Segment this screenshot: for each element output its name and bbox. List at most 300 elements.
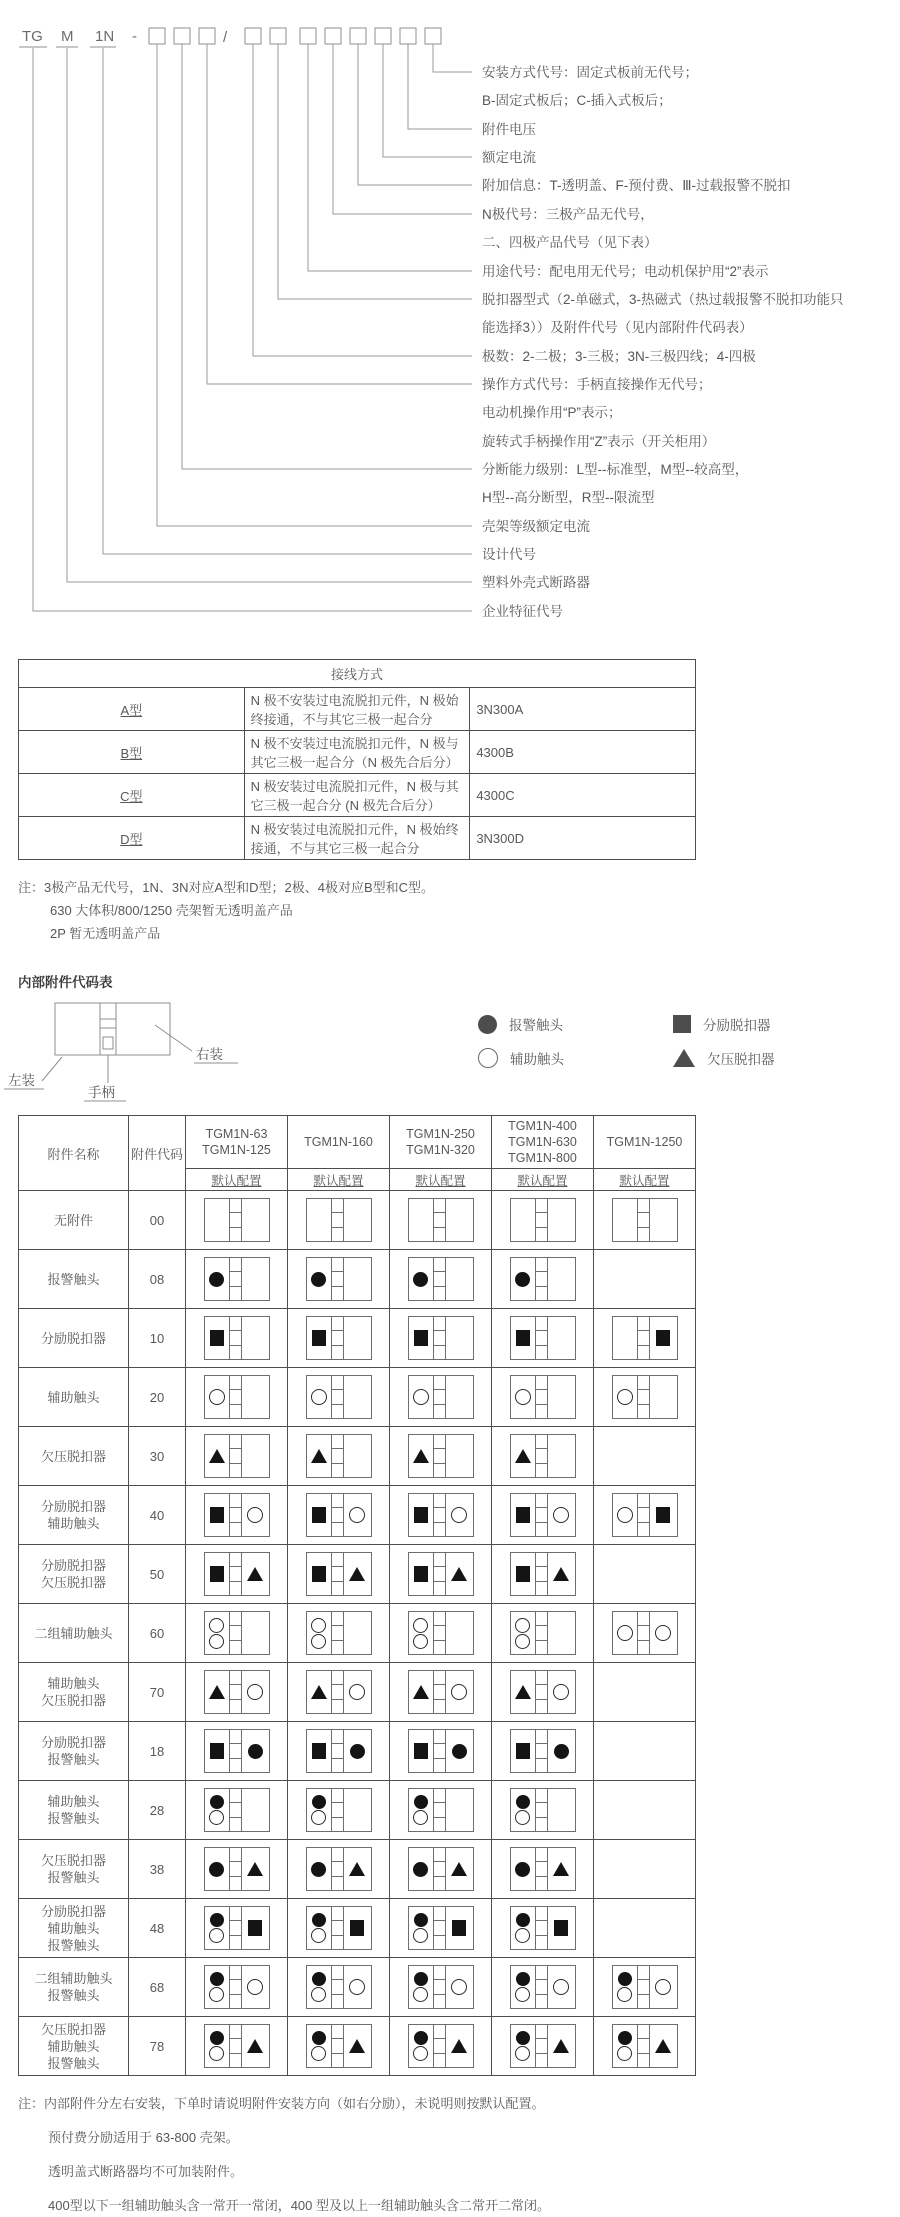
config-right-slot [548,1199,575,1241]
handle-cell [434,1848,445,1862]
shunt-release-symbol [312,1507,326,1523]
handle-cell [230,1376,241,1390]
handle-cell [230,1803,241,1817]
accessory-name-line: 报警触头 [47,2055,100,2071]
config-right-slot [242,1258,269,1300]
config-left-slot [409,1317,434,1359]
accessory-name-line: 报警触头 [47,1752,100,1767]
config-diagram [306,1434,372,1478]
config-cell [594,1545,696,1604]
alarm-contact-symbol [248,1744,263,1759]
shunt-release-symbol [210,1566,224,1582]
config-cell [390,1486,492,1545]
handle-cell [434,1818,445,1831]
handle-cell [230,1744,241,1758]
config-cell [390,1427,492,1486]
config-diagram [612,1316,678,1360]
accessory-section-heading: 内部附件代码表 [18,975,113,990]
handle-cell [230,1317,241,1331]
config-diagram [408,1198,474,1242]
config-left-slot [511,1612,536,1654]
connector-lines [33,44,472,611]
table-row [19,774,696,817]
config-cell [390,1958,492,2017]
default-config-label: 默认配置 [211,1173,262,1188]
header-row [19,1116,696,1169]
config-left-slot [205,1789,230,1831]
label-mccb: 塑料外壳式断路器 [482,575,590,590]
handle-cell [638,1966,649,1980]
accessory-table [18,1115,696,2076]
config-diagram [204,1316,270,1360]
model-code-diagram [0,0,900,640]
config-right-slot [344,1494,371,1536]
handle-cell [434,2025,445,2039]
model-name: TGM1N-400 [508,1119,577,1133]
handle-slot [434,1730,446,1772]
handle-slot [230,1848,242,1890]
handle-slot [434,2025,446,2067]
config-right-slot [344,2025,371,2067]
handle-slot [230,1907,242,1949]
config-cell [492,1722,594,1781]
alarm-contact-symbol [413,1862,428,1877]
aux-contact-symbol [349,1979,365,1995]
table-row [19,1722,696,1781]
aux-contact-symbol [209,1634,224,1649]
config-cell [594,1368,696,1427]
handle-cell [230,1390,241,1404]
accessory-name-line: 辅助触头 [47,1516,100,1531]
config-cell [594,1604,696,1663]
accessory-name-cell [19,1604,129,1663]
alarm-contact-symbol [618,2031,632,2045]
wiring-type: B型 [19,731,245,774]
aux-contact-symbol [655,1979,671,1995]
handle-cell [434,1508,445,1522]
config-cell [288,1840,390,1899]
handle-cell [332,1730,343,1744]
config-left-slot [409,1258,434,1300]
config-left-slot [613,1199,638,1241]
handle-cell [332,1980,343,1994]
config-right-slot [344,1553,371,1595]
undervoltage-release-symbol [413,1685,429,1699]
accessory-table-head [19,1116,696,1191]
handle-slot [332,1258,344,1300]
handle-cell [434,1980,445,1994]
config-right-slot [548,1730,575,1772]
config-diagram [306,1729,372,1773]
shunt-release-symbol [210,1507,224,1523]
handle-cell [332,1258,343,1272]
handle-cell [536,1346,547,1359]
config-left-slot [409,1376,434,1418]
config-cell [492,1368,594,1427]
handle-cell [638,1199,649,1213]
note-line: 2P 暂无透明盖产品 [50,926,161,941]
handle-cell [230,1685,241,1699]
handle-cell [230,1331,241,1345]
accessory-code-cell: 60 [129,1604,186,1663]
handle-cell [434,1272,445,1286]
alarm-contact-symbol [312,1913,326,1927]
handle-cell [434,1862,445,1876]
handle-cell [434,1700,445,1713]
config-right-slot [242,2025,269,2067]
config-cell [186,1427,288,1486]
shunt-release-symbol [656,1330,670,1346]
handle-slot [434,1907,446,1949]
handle-cell [230,1287,241,1300]
handle-cell [230,1921,241,1935]
config-cell [594,1250,696,1309]
handle-cell [230,1508,241,1522]
handle-cell [638,1376,649,1390]
config-cell [186,1722,288,1781]
aux-contact-symbol [515,1634,530,1649]
handle-cell [230,1258,241,1272]
handle-cell [230,1272,241,1286]
config-right-slot [242,1671,269,1713]
undervoltage-release-symbol [349,1862,365,1876]
alarm-contact-symbol [210,1795,224,1809]
config-right-slot [344,1199,371,1241]
alarm-contact-symbol [210,1913,224,1927]
handle-cell [638,1980,649,1994]
handle-slot [230,1612,242,1654]
handle-cell [434,1405,445,1418]
config-diagram [306,1375,372,1419]
config-cell [186,1781,288,1840]
handle-slot [536,1199,548,1241]
handle-slot [230,1730,242,1772]
config-right-slot [344,1730,371,1772]
config-cell [492,1958,594,2017]
config-cell [288,1309,390,1368]
config-diagram [204,1906,270,1950]
undervoltage-release-symbol [349,2039,365,2053]
handle-cell [434,2039,445,2053]
config-left-slot [409,1435,434,1477]
handle-cell [434,1464,445,1477]
config-right-slot [548,1494,575,1536]
config-right-slot [344,1258,371,1300]
config-left-slot [511,1553,536,1595]
config-cell [390,1545,492,1604]
handle-cell [536,1523,547,1536]
handle-slot [434,1435,446,1477]
handle-slot [638,1494,650,1536]
shunt-release-symbol [452,1920,466,1936]
handle-slot [230,2025,242,2067]
config-cell [594,1309,696,1368]
handle-cell [332,1907,343,1921]
config-left-slot [307,1317,332,1359]
handle-cell [638,1626,649,1640]
config-diagram [510,1434,576,1478]
handle-cell [536,1376,547,1390]
wiring-code: 3N300A [470,688,696,731]
config-diagram [204,1552,270,1596]
handle-cell [536,1877,547,1890]
handle-slot [332,1376,344,1418]
note-line: 630 大体积/800/1250 壳架暂无透明盖产品 [50,903,293,918]
config-left-slot [205,1494,230,1536]
legend-label: 辅助触头 [510,1052,564,1067]
undervoltage-release-symbol [655,2039,671,2053]
handle-slot [638,2025,650,2067]
note-line: 注：内部附件分左右安装，下单时请说明附件安装方向（如右分励），未说明则按默认配置。 [18,2096,545,2111]
handle-cell [536,1685,547,1699]
alarm-contact-symbol [312,1795,326,1809]
config-right-slot [446,1789,473,1831]
aux-contact-symbol [247,1507,263,1523]
accessory-name-line: 二组辅助触头 [34,1625,113,1641]
undervoltage-release-symbol [209,1449,225,1463]
handle-cell [230,2025,241,2039]
handle-cell [638,1508,649,1522]
handle-slot [230,1966,242,2008]
config-cell [492,2017,594,2076]
handle-cell [230,1405,241,1418]
config-right-slot [446,1966,473,2008]
config-left-slot [511,2025,536,2067]
config-diagram [408,1611,474,1655]
handle-cell [434,1612,445,1626]
aux-contact-symbol [515,1389,531,1405]
shunt-release-symbol [248,1920,262,1936]
handle-cell [230,1199,241,1213]
config-left-slot [613,2025,638,2067]
accessory-name-line: 欠压脱扣器 [40,2021,106,2037]
handle-cell [434,2054,445,2067]
alarm-contact-symbol [618,1972,632,1986]
handle-cell [434,1641,445,1654]
handle-cell [536,2025,547,2039]
config-cell [594,1781,696,1840]
handle-slot [230,1553,242,1595]
handle-cell [536,1435,547,1449]
accessory-name-cell [19,1368,129,1427]
wiring-method-table [18,659,696,860]
handle-cell [434,1907,445,1921]
config-diagram [306,1552,372,1596]
config-diagram [204,1847,270,1891]
aux-contact-symbol [617,1987,632,2002]
handle-cell [536,1862,547,1876]
accessory-code-cell: 18 [129,1722,186,1781]
config-left-slot [307,1966,332,2008]
handle-slot [434,1258,446,1300]
handle-cell [332,1759,343,1772]
undervoltage-release-symbol [311,1685,327,1699]
handle-cell [434,1730,445,1744]
handle-cell [332,1700,343,1713]
config-right-slot [650,1494,677,1536]
handle-cell [536,1582,547,1595]
config-left-slot [307,1671,332,1713]
aux-contact-symbol [451,1684,467,1700]
handle-cell [230,1730,241,1744]
model-name: TGM1N-63 [205,1127,268,1141]
label-enterprise-code: 企业特征代号 [482,604,563,619]
config-right-slot [446,1671,473,1713]
config-left-slot [205,1376,230,1418]
config-cell [390,1250,492,1309]
accessory-code-cell: 20 [129,1368,186,1427]
wiring-desc: N 极安装过电流脱扣元件，N 极与其它三极一起合分 (N 极先合后分） [244,774,470,817]
alarm-contact-symbol [516,2031,530,2045]
handle-cell [638,1228,649,1241]
aux-contact-symbol [311,1389,327,1405]
accessory-legend [478,1007,878,1075]
config-left-slot [613,1494,638,1536]
table-row [19,817,696,860]
config-left-slot [307,1848,332,1890]
label-install-method-2: B-固定式板后；C-插入式板后； [482,93,672,108]
handle-cell [638,1405,649,1418]
accessory-name-cell [19,1958,129,2017]
handle-cell [536,1228,547,1241]
config-cell [492,1781,594,1840]
config-right-slot [446,1494,473,1536]
config-left-slot [205,1907,230,1949]
shunt-release-symbol [414,1566,428,1582]
accessory-name-cell [19,2017,129,2076]
config-right-slot [548,2025,575,2067]
code-boxes [19,28,441,47]
handle-cell [230,1936,241,1949]
handle-cell [332,1612,343,1626]
handle-cell [332,1626,343,1640]
alarm-contact-symbol [478,1015,497,1034]
handle-cell [230,2054,241,2067]
handle-cell [332,1494,343,1508]
config-cell [594,1840,696,1899]
aux-contact-symbol [209,1810,224,1825]
aux-contact-symbol [311,1987,326,2002]
config-right-slot [548,1258,575,1300]
handle-cell [434,1213,445,1227]
handle-cell [638,1523,649,1536]
config-left-slot [511,1199,536,1241]
handle-cell [230,1641,241,1654]
alarm-contact-symbol [312,1972,326,1986]
config-left-slot [409,1553,434,1595]
aux-contact-symbol [209,1987,224,2002]
config-right-slot [344,1376,371,1418]
config-diagram [510,1198,576,1242]
config-cell [492,1604,594,1663]
default-config-header [492,1169,594,1191]
config-cell [288,1958,390,2017]
handle-cell [434,1553,445,1567]
wiring-desc: N 极不安装过电流脱扣元件，N 极与其它三极一起合分（N 极先合后分） [244,731,470,774]
config-cell [492,1899,594,1958]
config-left-slot [307,1435,332,1477]
handle-cell [434,1390,445,1404]
config-left-slot [307,1376,332,1418]
config-left-slot [409,2025,434,2067]
undervoltage-release-symbol [553,1567,569,1581]
handle-cell [434,1449,445,1463]
handle-cell [332,1921,343,1935]
handle-slot [536,1435,548,1477]
handle-cell [332,1936,343,1949]
config-cell [186,1545,288,1604]
config-diagram [510,1906,576,1950]
note-line: 注：3极产品无代号，1N、3N对应A型和D型；2极、4极对应B型和C型。 [18,880,435,895]
config-right-slot [650,1376,677,1418]
aux-contact-symbol [617,1625,633,1641]
label-release-type: 脱扣器型式（2-单磁式，3-热磁式（热过载报警不脱扣功能只 [482,292,844,307]
accessory-code-cell: 70 [129,1663,186,1722]
accessory-code-cell: 40 [129,1486,186,1545]
accessory-name-cell [19,1781,129,1840]
config-left-slot [205,1553,230,1595]
config-right-slot [242,1376,269,1418]
table-row [19,1781,696,1840]
handle-cell [434,1287,445,1300]
config-left-slot [307,1258,332,1300]
config-left-slot [205,1199,230,1241]
model-prefix-1n: 1N [95,28,115,45]
config-cell [186,1899,288,1958]
handle-slot [434,1966,446,2008]
handle-cell [536,1331,547,1345]
handle-cell [332,1199,343,1213]
handle-cell [230,1523,241,1536]
install-left-label: 左装 [8,1073,35,1088]
aux-contact-symbol [413,1618,428,1633]
config-right-slot [548,1907,575,1949]
config-cell [288,1722,390,1781]
handle-slot [332,1317,344,1359]
accessory-name-line: 辅助触头 [47,1389,100,1405]
handle-slot [434,1612,446,1654]
config-diagram [612,2024,678,2068]
accessory-name-cell [19,1722,129,1781]
handle-cell [230,1346,241,1359]
config-right-slot [548,1553,575,1595]
handle-cell [332,1862,343,1876]
config-cell [390,1309,492,1368]
shunt-release-symbol [312,1743,326,1759]
handle-slot [434,1199,446,1241]
aux-contact-symbol [209,1618,224,1633]
footer-notes [18,2092,900,2217]
aux-contact-symbol [413,1810,428,1825]
config-right-slot [446,1199,473,1241]
note-line: 预付费分励适用于 63-800 壳架。 [48,2130,239,2145]
config-right-slot [650,1199,677,1241]
config-diagram [204,1375,270,1419]
config-diagram [306,1847,372,1891]
handle-cell [230,1700,241,1713]
shunt-release-symbol [312,1330,326,1346]
handle-cell [434,1317,445,1331]
handle-cell [434,1936,445,1949]
config-cell [390,1604,492,1663]
config-cell [288,1899,390,1958]
handle-cell [434,1228,445,1241]
config-diagram [510,1316,576,1360]
config-left-slot [409,1848,434,1890]
handle-cell [332,1567,343,1581]
handle-cell [230,1612,241,1626]
config-cell [492,1427,594,1486]
